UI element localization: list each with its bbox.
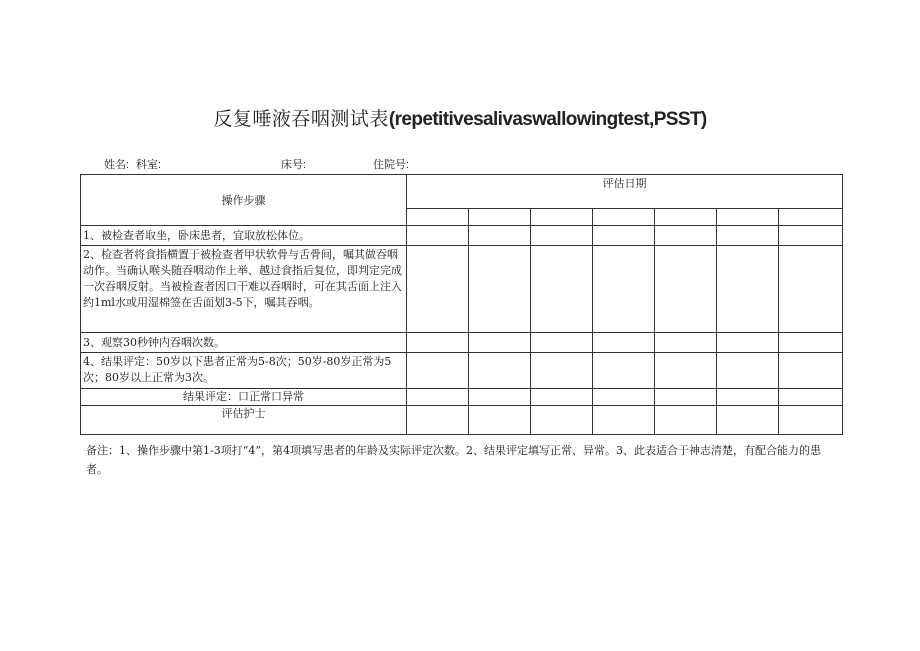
entry-cell[interactable] [469, 353, 531, 389]
date-cell[interactable] [593, 209, 655, 226]
result-cell[interactable] [655, 389, 717, 406]
entry-cell[interactable] [717, 246, 779, 333]
entry-cell[interactable] [531, 246, 593, 333]
date-header: 评估日期 [407, 175, 843, 209]
nurse-cell[interactable] [593, 406, 655, 435]
result-cell[interactable] [469, 389, 531, 406]
entry-cell[interactable] [655, 353, 717, 389]
title-chinese: 反复唾液吞咽测试表 [213, 108, 389, 130]
step-row [81, 246, 843, 333]
page-title [0, 104, 920, 131]
entry-cell[interactable] [407, 353, 469, 389]
result-label: 结果评定：口正常口异常 [81, 389, 407, 406]
entry-cell[interactable] [469, 246, 531, 333]
result-cell[interactable] [779, 389, 843, 406]
entry-cell[interactable] [655, 333, 717, 353]
entry-cell[interactable] [593, 226, 655, 246]
title-english: (repetitivesalivaswallowingtest,PSST) [388, 109, 707, 130]
entry-cell[interactable] [779, 246, 843, 333]
result-cell[interactable] [593, 389, 655, 406]
entry-cell[interactable] [779, 226, 843, 246]
result-cell[interactable] [407, 389, 469, 406]
step-2: 2、检查者将食指横置于被检查者甲状软骨与舌骨间，嘱其做吞咽动作。当确认喉头随吞咽动作上举、越过食指后复位，即判定完成一次吞咽反射。当被检查者因口干难以吞咽时，可在其舌面上注入约1ml水或用湿棉签在舌面划3-5下，嘱其吞咽。 [81, 246, 407, 333]
entry-cell[interactable] [531, 353, 593, 389]
date-cell[interactable] [779, 209, 843, 226]
nurse-cell[interactable] [531, 406, 593, 435]
nurse-cell[interactable] [655, 406, 717, 435]
step-row [81, 353, 843, 389]
header-row [81, 175, 843, 209]
date-cell[interactable] [407, 209, 469, 226]
admission-label: 住院号: [373, 159, 410, 171]
date-cell[interactable] [469, 209, 531, 226]
department-label: 科室: [136, 159, 162, 171]
entry-cell[interactable] [779, 353, 843, 389]
entry-cell[interactable] [717, 353, 779, 389]
result-row [81, 389, 843, 406]
result-cell[interactable] [531, 389, 593, 406]
step-3: 3、观察30秒钟内吞咽次数。 [81, 333, 407, 353]
name-label: 姓名: [104, 159, 130, 171]
entry-cell[interactable] [655, 226, 717, 246]
nurse-row [81, 406, 843, 435]
step-4: 4、结果评定：50岁以下患者正常为5-8次；50岁-80岁正常为5次；80岁以上正常为3次。 [81, 353, 407, 389]
entry-cell[interactable] [717, 333, 779, 353]
entry-cell[interactable] [407, 226, 469, 246]
nurse-cell[interactable] [407, 406, 469, 435]
date-cell[interactable] [655, 209, 717, 226]
nurse-label: 评估护士 [81, 406, 407, 435]
entry-cell[interactable] [779, 333, 843, 353]
entry-cell[interactable] [717, 226, 779, 246]
nurse-cell[interactable] [779, 406, 843, 435]
step-1: 1、被检查者取坐，卧床患者，宜取放松体位。 [81, 226, 407, 246]
entry-cell[interactable] [593, 353, 655, 389]
result-cell[interactable] [717, 389, 779, 406]
date-cell[interactable] [531, 209, 593, 226]
entry-cell[interactable] [531, 333, 593, 353]
entry-cell[interactable] [531, 226, 593, 246]
steps-header: 操作步骤 [81, 175, 407, 226]
nurse-cell[interactable] [469, 406, 531, 435]
entry-cell[interactable] [593, 246, 655, 333]
entry-cell[interactable] [593, 333, 655, 353]
entry-cell[interactable] [469, 226, 531, 246]
entry-cell[interactable] [655, 246, 717, 333]
entry-cell[interactable] [407, 246, 469, 333]
entry-cell[interactable] [469, 333, 531, 353]
bed-label: 床号: [281, 159, 307, 171]
step-row [81, 226, 843, 246]
step-row [81, 333, 843, 353]
entry-cell[interactable] [407, 333, 469, 353]
nurse-cell[interactable] [717, 406, 779, 435]
date-cell[interactable] [717, 209, 779, 226]
assessment-table [80, 174, 843, 435]
remarks: 备注：1、操作步骤中第1-3项打“4”，第4项填写患者的年龄及实际评定次数。2、结果评定填写正常、异常。3、此表适合于神志清楚，有配合能力的患者。 [86, 444, 821, 476]
